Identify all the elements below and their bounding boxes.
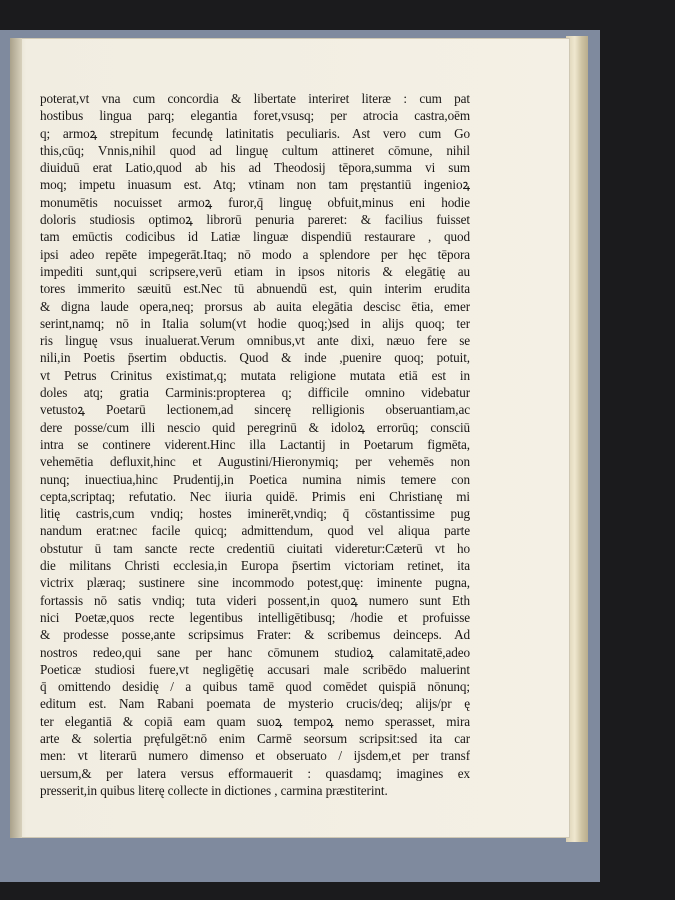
text-line: Poeticæ studiosi fuere,vt negligētię accusari male scribēdo maluerint	[40, 661, 470, 677]
text-line: & digna laude opera,neq; prorsus ab auita elegātia descisc ētia, emer	[40, 298, 470, 314]
text-line: nili,in Poetis p̄sertim obductis. Quod & inde ,puenire quoq; potuit,	[40, 350, 470, 366]
text-line: & prodesse posse,ante scripsimus Frater: & scribemus deinceps. Ad	[40, 627, 470, 643]
text-line: arte & solertia pręfulgēt:nō enim Carmē seorsum scripsit:sed ita car	[40, 730, 470, 746]
text-line: dere posse/cum illi nescio quid peregrinū & idoloꝝ errorūq; consciū	[40, 419, 470, 435]
text-line: q̄ omittendo desidię / a quibus tamē quod comēdet quispiā nōnunq;	[40, 679, 470, 695]
text-line: nostros redeo,qui sane per hanc cōmunem studioꝝ calamitatē,adeo	[40, 644, 470, 660]
text-line: ris linguę vsus inualuerat.Verum omnibus,vt ante dixi, næuo fere se	[40, 333, 470, 349]
text-line: men: vt literarū numero dimenso et obseruato / ijsdem,et per transf	[40, 748, 470, 764]
text-line: nandum erat:nec facile quicq; admittendum, quod vel aliqua parte	[40, 523, 470, 539]
text-line: tores immerito sæuitū est.Nec tū abnuendū est, quin interim erudita	[40, 281, 470, 297]
text-line: nici Poetæ,quos recte legentibus intelligētibusq; /hodie et profuisse	[40, 609, 470, 625]
text-line: nunq; inuectiua,hinc Prudentij,in Poetica numina nimis temere con	[40, 471, 470, 487]
text-line: tam emūctis codicibus id Latiæ linguæ dispendiū restaurare , quod	[40, 229, 470, 245]
text-line: ipsi adeo repēte impegerāt.Itaq; nō modo a splendore per hęc tēpora	[40, 246, 470, 262]
text-line: impediti sunt,qui scripsere,verū etiam in ipsos nitoris & elegātię au	[40, 263, 470, 279]
text-line: serint,namq; nō in Italia solum(vt hodie quoq;)sed in alijs quoq; ter	[40, 315, 470, 331]
text-line: poterat,vt vna cum concordia & libertate interiret literæ : cum pat	[40, 91, 470, 106]
text-line: vehemētia defluxit,hinc et Augustini/Hieronymiq; per vehemēs non	[40, 454, 470, 470]
text-line: die militans Christi ecclesia,in Europa p̄sertim victoriam retinet, ita	[40, 558, 470, 574]
book-gutter	[10, 38, 22, 838]
text-line: monumētis nocuisset armoꝝ furor,q̄ linguę obfuit,minus eni hodie	[40, 194, 470, 210]
text-line: ter elegantiā & copiā eam quam suoꝝ tempoꝝ nemo sperasset, mira	[40, 713, 470, 729]
text-line: uersum,& per latera versus efformauerit : quasdamq; imagines ex	[40, 765, 470, 781]
text-line: this,cūq; Vnnis,nihil quod ad linguę cultum attineret cōmune, nihil	[40, 142, 470, 158]
text-line: presserit,in quibus literę collecte in dictiones , carmina præstiterint.	[40, 782, 388, 798]
text-line: intra se continere viderent.Hinc illa Lactantij in Poetarum figmēta,	[40, 436, 470, 452]
text-line: editum est. Nam Rabani poemata de mysterio crucis/deq; alijs/pr ę	[40, 696, 470, 712]
text-line: obstutur ū tam sancte recte credentiū ciuitati videretur:Cæterū vt ho	[40, 540, 470, 556]
text-line: doloris studiosis optimoꝝ librorū penuria pareret: & facilius fuisset	[40, 212, 470, 228]
text-line: diuiduū erat Latio,quod ab his ad Theodosij tēpora,summa vi sum	[40, 160, 470, 176]
text-line: victrix plæraq; sustinere sine incommodo potest,quę: iminente pugna,	[40, 575, 470, 591]
text-line: vt Petrus Crinitus existimat,q; mutata religione mutata etiā est in	[40, 367, 470, 383]
text-line: doles atq; gratia Carminis:propterea q; difficile omnino videbatur	[40, 385, 470, 401]
text-line: hostibus lingua parq; elegantia foret,vsusq; per atrocia castra,oēm	[40, 108, 470, 124]
text-line: q; armoꝝ strepitum fecundę latinitatis peculiaris. Ast vero cum Go	[40, 125, 470, 141]
text-line: cepta,scriptaq; refutatio. Nec iiuria quidē. Primis eni Christianę mi	[40, 488, 470, 504]
text-line: fortassis nō satis vndiq; tuta videri possent,in quoꝝ numero sunt Eth	[40, 592, 470, 608]
text-line: vetustoꝝ Poetarū lectionem,ad sincerę relligionis obseruantiam,ac	[40, 402, 470, 418]
text-line: moq; impetu inuasum est. Atq; vtinam non tam pręstantiū ingenioꝝ	[40, 177, 470, 193]
text-line: litię castris,cum vndiq; hostes iminerēt,vndiq; q̄ cōstantissime pug	[40, 506, 470, 522]
page-text-block	[40, 90, 470, 799]
